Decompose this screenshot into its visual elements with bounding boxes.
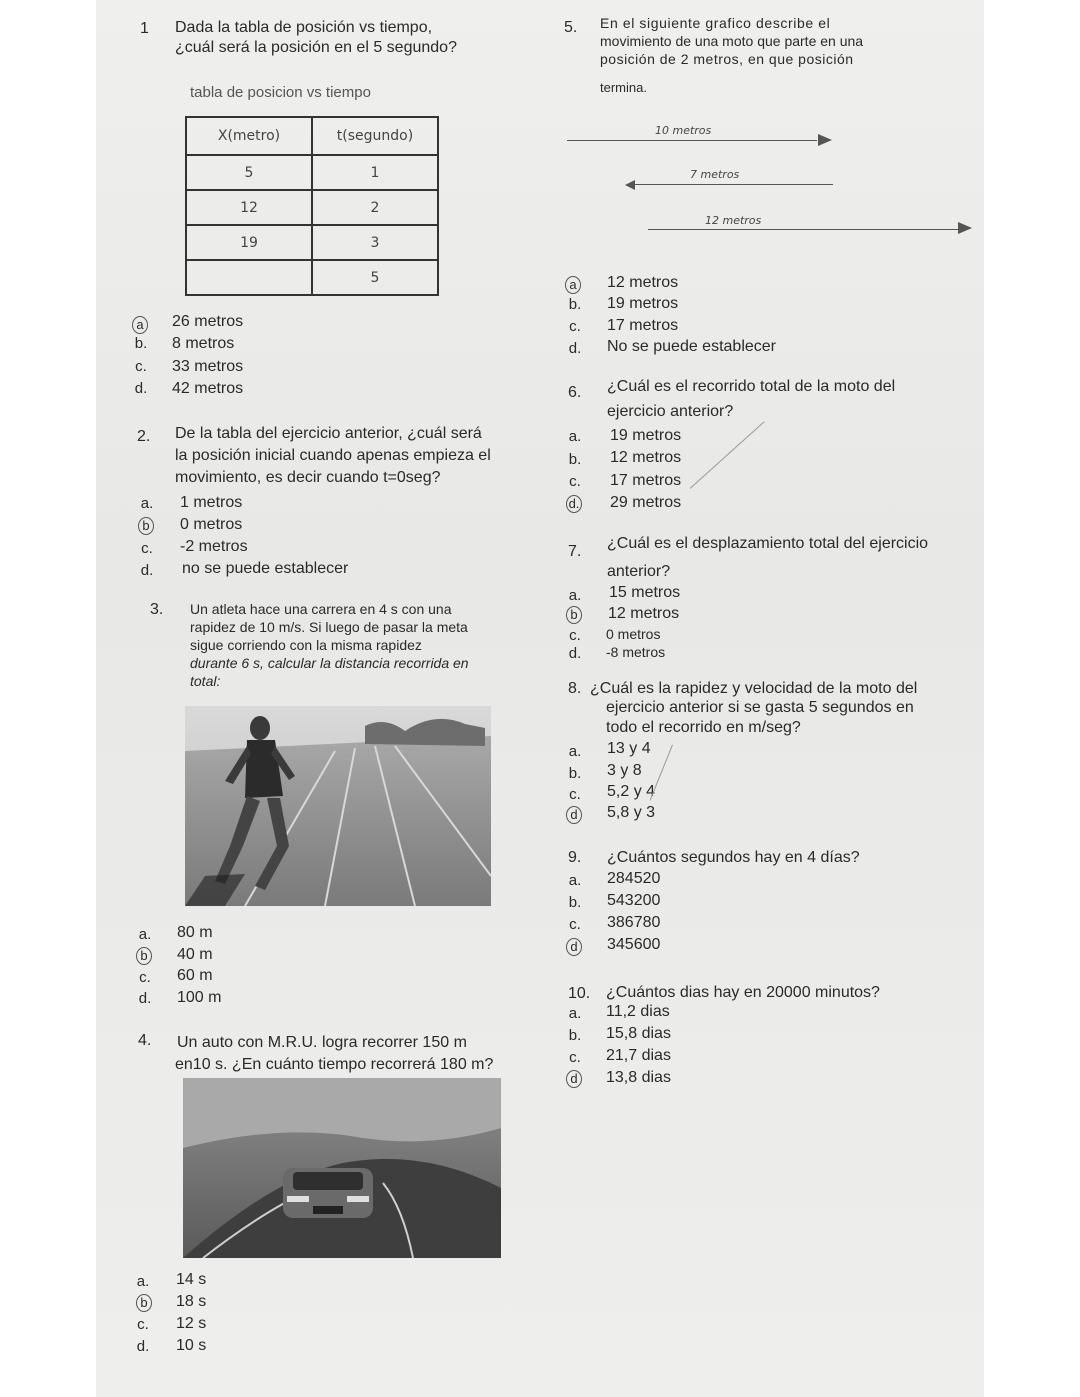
option-text[interactable]: 8 metros [172,335,235,352]
option-letter-circled[interactable]: a [565,276,581,294]
option-text[interactable]: 19 metros [610,427,682,444]
option-text[interactable]: 18 s [176,1293,207,1310]
position-time-table [185,116,439,296]
question-text-line: sigue corriendo con la misma rapidez [190,637,422,653]
option-text[interactable]: 12 metros [610,449,682,466]
option-text[interactable]: 21,7 dias [606,1047,671,1064]
table-caption: tabla de posicion vs tiempo [190,84,371,101]
question-text-line: ¿cuál será la posición en el 5 segundo? [175,39,457,56]
question-text-line: durante 6 s, calcular la distancia recorrida en [190,655,469,671]
option-letter-circled[interactable]: b [566,606,582,624]
question-text-line: Un auto con M.R.U. logra recorrer 150 m [177,1034,467,1051]
option-letter[interactable]: a. [568,872,582,889]
arrow-7-metros [633,184,833,185]
option-letter[interactable]: d. [568,645,582,662]
option-text[interactable]: 29 metros [610,494,682,511]
option-letter[interactable]: a. [568,1005,582,1022]
option-text[interactable]: 13 y 4 [607,740,651,757]
option-text[interactable]: 14 s [176,1271,207,1288]
option-text[interactable]: 15 metros [609,584,681,601]
option-letter[interactable]: c. [569,786,581,803]
table-cell: 5 [186,155,312,190]
option-letter[interactable]: d. [140,562,154,579]
option-text[interactable]: 17 metros [607,317,679,334]
table-header-t: t(segundo) [312,117,438,155]
option-letter[interactable]: c. [135,358,147,375]
question-text-line: ejercicio anterior si se gasta 5 segundos en [606,699,914,716]
table-header-x: X(metro) [186,117,312,155]
option-letter[interactable]: c. [141,540,153,557]
option-text[interactable]: 13,8 dias [606,1069,671,1086]
question-text-line: De la tabla del ejercicio anterior, ¿cuál será [175,425,482,442]
option-letter[interactable]: c. [137,1316,149,1333]
question-number: 7. [568,543,582,560]
option-text[interactable]: 33 metros [172,358,244,375]
page-margin-left [0,0,96,1397]
question-number: 6. [568,384,582,401]
table-cell: 1 [312,155,438,190]
option-text[interactable]: No se puede establecer [607,338,776,355]
option-letter-circled[interactable]: a [132,316,148,334]
option-text[interactable]: 60 m [177,967,213,984]
question-text-line: Dada la tabla de posición vs tiempo, [175,19,433,36]
question-text-line: ¿Cuántos dias hay en 20000 minutos? [606,984,880,1001]
question-text-line: En el siguiente grafico describe el [600,15,831,31]
option-letter[interactable]: b. [568,1027,582,1044]
option-letter[interactable]: a. [568,587,582,604]
question-text-line: ¿Cuál es el recorrido total de la moto del [607,378,896,395]
option-letter[interactable]: b. [568,296,582,313]
arrow-head-right-icon [958,222,972,234]
option-text[interactable]: -2 metros [180,538,248,555]
option-text[interactable]: 0 metros [180,516,243,533]
option-text[interactable]: 42 metros [172,380,244,397]
arrow-head-right-icon [818,134,832,146]
question-text-line: la posición inicial cuando apenas empieza el [175,447,491,464]
option-text[interactable]: 345600 [607,936,661,953]
option-text[interactable]: 3 y 8 [607,762,642,779]
question-number: 1 [140,20,149,37]
table-cell [186,260,312,295]
option-letter[interactable]: b. [568,894,582,911]
option-letter-circled[interactable]: d [566,1070,582,1088]
option-letter[interactable]: c. [569,318,581,335]
arrow-label: 12 metros [705,214,762,227]
option-letter-circled[interactable]: b [138,517,154,535]
option-letter[interactable]: a. [568,428,582,445]
question-number: 4. [138,1032,152,1049]
option-text[interactable]: 12 metros [607,274,679,291]
car-photo [183,1078,501,1258]
option-text[interactable]: 11,2 dias [606,1003,670,1020]
option-letter[interactable]: d. [568,340,582,357]
option-text[interactable]: 40 m [177,946,213,963]
option-letter[interactable]: a. [568,743,582,760]
option-letter[interactable]: c. [569,473,581,490]
question-number: 5. [564,19,578,36]
option-letter[interactable]: a. [136,1273,150,1290]
option-text[interactable]: 284520 [607,870,661,887]
table-cell: 12 [186,190,312,225]
option-text[interactable]: 1 metros [180,494,243,511]
arrow-head-left-icon [625,180,635,190]
option-text[interactable]: 80 m [177,924,213,941]
option-letter[interactable]: b. [134,335,148,352]
question-text-line: ¿Cuántos segundos hay en 4 días? [607,849,860,866]
question-text-line: movimiento, es decir cuando t=0seg? [175,469,441,486]
option-letter-circled[interactable]: d. [566,495,582,513]
option-letter-circled[interactable]: b [136,947,152,965]
option-text[interactable]: 5,2 y 4 [607,783,656,800]
option-text[interactable]: 0 metros [606,626,661,642]
option-text[interactable]: 10 s [176,1337,207,1354]
arrow-10-metros [567,140,817,141]
question-number: 9. [568,849,582,866]
question-text-line: todo el recorrido en m/seg? [606,719,801,736]
option-text[interactable]: 19 metros [607,295,679,312]
question-number: 8. [568,680,582,697]
option-text[interactable]: 17 metros [610,472,682,489]
option-letter[interactable]: d. [138,990,152,1007]
option-letter-circled[interactable]: b [136,1294,152,1312]
option-letter-circled[interactable]: d [566,806,582,824]
option-text[interactable]: 12 metros [608,605,680,622]
option-text[interactable]: 12 s [176,1315,207,1332]
page-margin-right [984,0,1080,1397]
question-text-line: ¿Cuál es el desplazamiento total del ejercicio [607,535,929,552]
table-cell: 3 [312,225,438,260]
question-text-line: anterior? [607,563,671,580]
question-text-line: termina. [600,80,647,95]
question-text-line: ejercicio anterior? [607,403,734,420]
runner-photo [185,706,491,906]
option-letter[interactable]: c. [569,627,581,644]
table-cell: 2 [312,190,438,225]
table-cell: 5 [312,260,438,295]
option-letter[interactable]: a. [138,926,152,943]
option-letter[interactable]: d. [134,380,148,397]
option-text[interactable]: -8 metros [606,644,666,660]
option-text[interactable]: 26 metros [172,313,244,330]
question-number: 10. [568,985,591,1002]
question-text-line: rapidez de 10 m/s. Si luego de pasar la meta [190,619,468,635]
option-text[interactable]: 100 m [177,989,222,1006]
question-text-line: Un atleta hace una carrera en 4 s con una [190,601,452,617]
question-number: 3. [150,601,164,618]
arrow-label: 10 metros [655,124,712,137]
option-letter-circled[interactable]: d [566,938,582,956]
option-text[interactable]: 15,8 dias [606,1025,671,1042]
option-letter[interactable]: b. [568,451,582,468]
question-text-line: en10 s. ¿En cuánto tiempo recorrerá 180 m? [175,1056,494,1073]
question-text-line: movimiento de una moto que parte en una [600,33,864,49]
option-letter[interactable]: c. [569,1049,581,1066]
option-text[interactable]: 543200 [607,892,661,909]
option-text[interactable]: no se puede establecer [182,560,349,577]
table-cell: 19 [186,225,312,260]
option-letter[interactable]: b. [568,765,582,782]
option-text[interactable]: 5,8 y 3 [607,804,656,821]
option-letter[interactable]: c. [569,916,581,933]
question-text-line: posición de 2 metros, en que posición [600,51,854,67]
question-number: 2. [137,428,151,445]
question-text-line: ¿Cuál es la rapidez y velocidad de la moto del [590,680,918,697]
option-letter[interactable]: a. [140,495,154,512]
arrow-label: 7 metros [690,168,740,181]
question-text-line: total: [190,673,221,689]
option-letter[interactable]: c. [139,969,151,986]
arrow-12-metros [648,229,958,230]
option-letter[interactable]: d. [136,1338,150,1355]
option-text[interactable]: 386780 [607,914,661,931]
